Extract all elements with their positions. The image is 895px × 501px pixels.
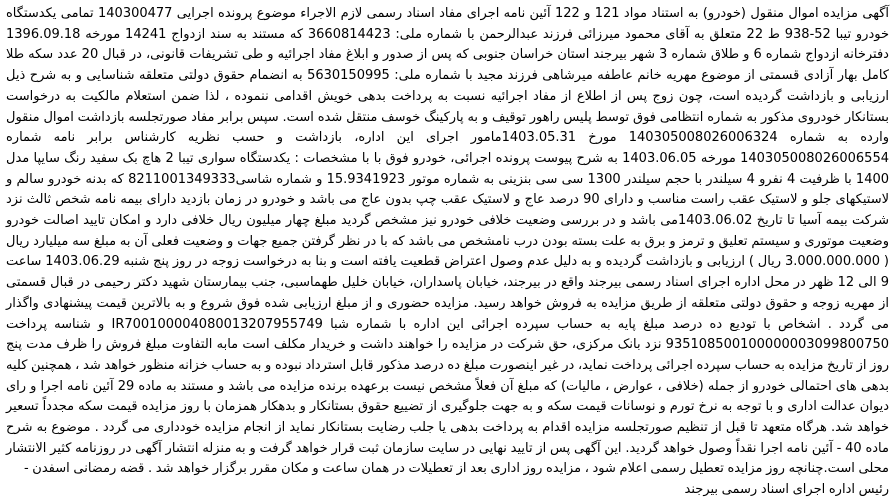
notice-body-text: آگهی مزایده اموال منقول (خودرو) به استناد مواد 121 و 122 آئین نامه اجرای مفاد اسناد رسمی لازم الاجراء موضوع پرونده اجرایی 140300477 تمامی یکدستگاه خودرو تیبا 52-938 ط 22 متعلق به آقای محمود میرزائی فرزند عبدالرحمن با شماره ملی: 3660814423 که مستند به سند ازدواج 14241 مورخه 1396.09.18 دفترخانه ازدواج شماره 6 و طلاق شماره 3 شهر بیرجند استان خراسان جنوبی که پس از صدور و ابلاغ مفاد اجرائیه و طی تشریفات قانونی، در قبال 20 عدد سکه طلا کامل بهار آزادی قسمتی از موضوع مهریه خانم عاطفه میرشاهی فرزند مجید با شماره ملی: 5630150995 به انضمام حقوق دولتی متعلقه شناسایی و به شرح ذیل ارزیابی و بازداشت گردیده است، چون زوج پس از اطلاع از مفاد اجرائیه نسبت به پرداخت بدهی خویش اقدامی ننموده ، لذا ضمن استعلام مالکیت به درخواست بستانکار خودروی مذکور به شماره انتظامی فوق توسط پلیس راهور توقیف و به پارکینگ خوسف منتقل شده است. سپس برابر مفاد صورتجلسه بازداشت اموال منقول وارده به شماره 140305008026006324 مورخ 1403.05.31مامور اجرای این اداره، بازداشت و حسب نظریه کارشناس برابر نامه شماره 140305008026006554 مورخه 1403.06.05 به شرح پیوست پرونده اجرائی، خودرو فوق با با مشخصات : یکدستگاه سواری تیبا 2 هاچ بک سفید رنگ سایپا مدل 1400 با ظرفیت 4 نفرو 4 سیلندر با حجم سیلندر 1300 سی سی بنزینی به شماره موتور 15.9341923 و شماره شاسی8211001349333 که بدنه خودرو سالم و لاستیکهای جلو و لاستیک عقب راست مناسب و دارای 90 درصد عاج و لاستیک عقب چپ بدون عاج می باشد و خودرو در زمان بازدید دارای بیمه نامه شخص ثالث نزد شرکت بیمه آسیا تا تاریخ 1403.06.02می باشد و در بررسی وضعیت خلافی خودرو نیز مشخص گردید مبلغ چهار میلیون ریال خلافی دارد و امکان تایید اصالت خودرو وضعیت موتوری و سیستم تعلیق و ترمز و برق به علت بسته بودن درب نامشخص می باشد که با در نظر گرفتن جمیع جهات و وضعیت فعلی آن به مبلغ سه میلیارد ریال ( 3.000.000.000 ریال ) ارزیابی و بازداشت گردیده و به دلیل عدم وصول اعتراض قطعیت یافته است و بنا به درخواست زوجه در روز پنج شنبه 1403.06.29 ساعت 9 الی 12 ظهر در محل اداره اجرای اسناد رسمی بیرجند واقع در بیرجند، خیابان پاسداران، خیابان خلیل طهماسبی، جنب بیمارستان شهید دکتر رحیمی در قبال قسمتی از مهریه زوجه و حقوق دولتی متعلقه از طریق مزایده به فروش خواهد رسید. مزایده حضوری و از مبلغ ارزیابی شده فوق شروع و به بالاترین قیمت پیشنهادی واگذار می گردد . اشخاص با تودیع ده درصد مبلغ پایه به حساب سپرده اجرائی این اداره با شماره شبا IR700100004080013207955749 و شناسه پرداخت 935108500100000003099800750 نزد بانک مرکزی، حق شرکت در مزایده را خواهند داشت و خریدار مکلف است مابه التفاوت مبلغ فروش را ظرف مدت پنج روز از تاریخ مزایده به حساب سپرده اجرائی پرداخت نماید، در غیر اینصورت مبلغ ده درصد مذکور قابل استرداد نبوده و به حساب خزانه منظور خواهد شد ، همچنین کلیه بدهی های احتمالی خودرو از جمله (خلافی ، عوارض ، مالیات) که مبلغ آن فعلاً مشخص نیست برعهده برنده مزایده می باشد و مستند به ماده 29 آئین نامه اجرا و رای دیوان عدالت اداری و با توجه به نرخ تورم و نوسانات قیمت سکه و به جهت جلوگیری از تضییع حقوق بستانکار و بدهکار همزمان با روز مزایده قیمت سکه مجدداً تسعیر خواهد شد. هرگاه متعهد تا قبل از تنظیم صورتجلسه مزایده اقدام به پرداخت بدهی یا جلب رضایت بستانکار نماید از انجام مزایده خودداری می گردد . موضوع به شرح ماده 40 - آئین نامه اجرا نقداً وصول خواهد گردید. این آگهی پس از تایید نهایی در سایت سازمان ثبت قرار خواهد گرفت و به منزله انتشار آگهی در روزنامه کثیر الانتشار محلی است.چنانچه روز مزایده تعطیل رسمی اعلام شود ، مزایده روز اداری بعد از تعطیلات در همان ساعت و مکان مقرر برگزار خواهد شد . قضه رمضانی اسفدن -	[6, 6, 890, 477]
notice-signature: رئیس اداره اجرای اسناد رسمی بیرجند	[684, 482, 889, 498]
